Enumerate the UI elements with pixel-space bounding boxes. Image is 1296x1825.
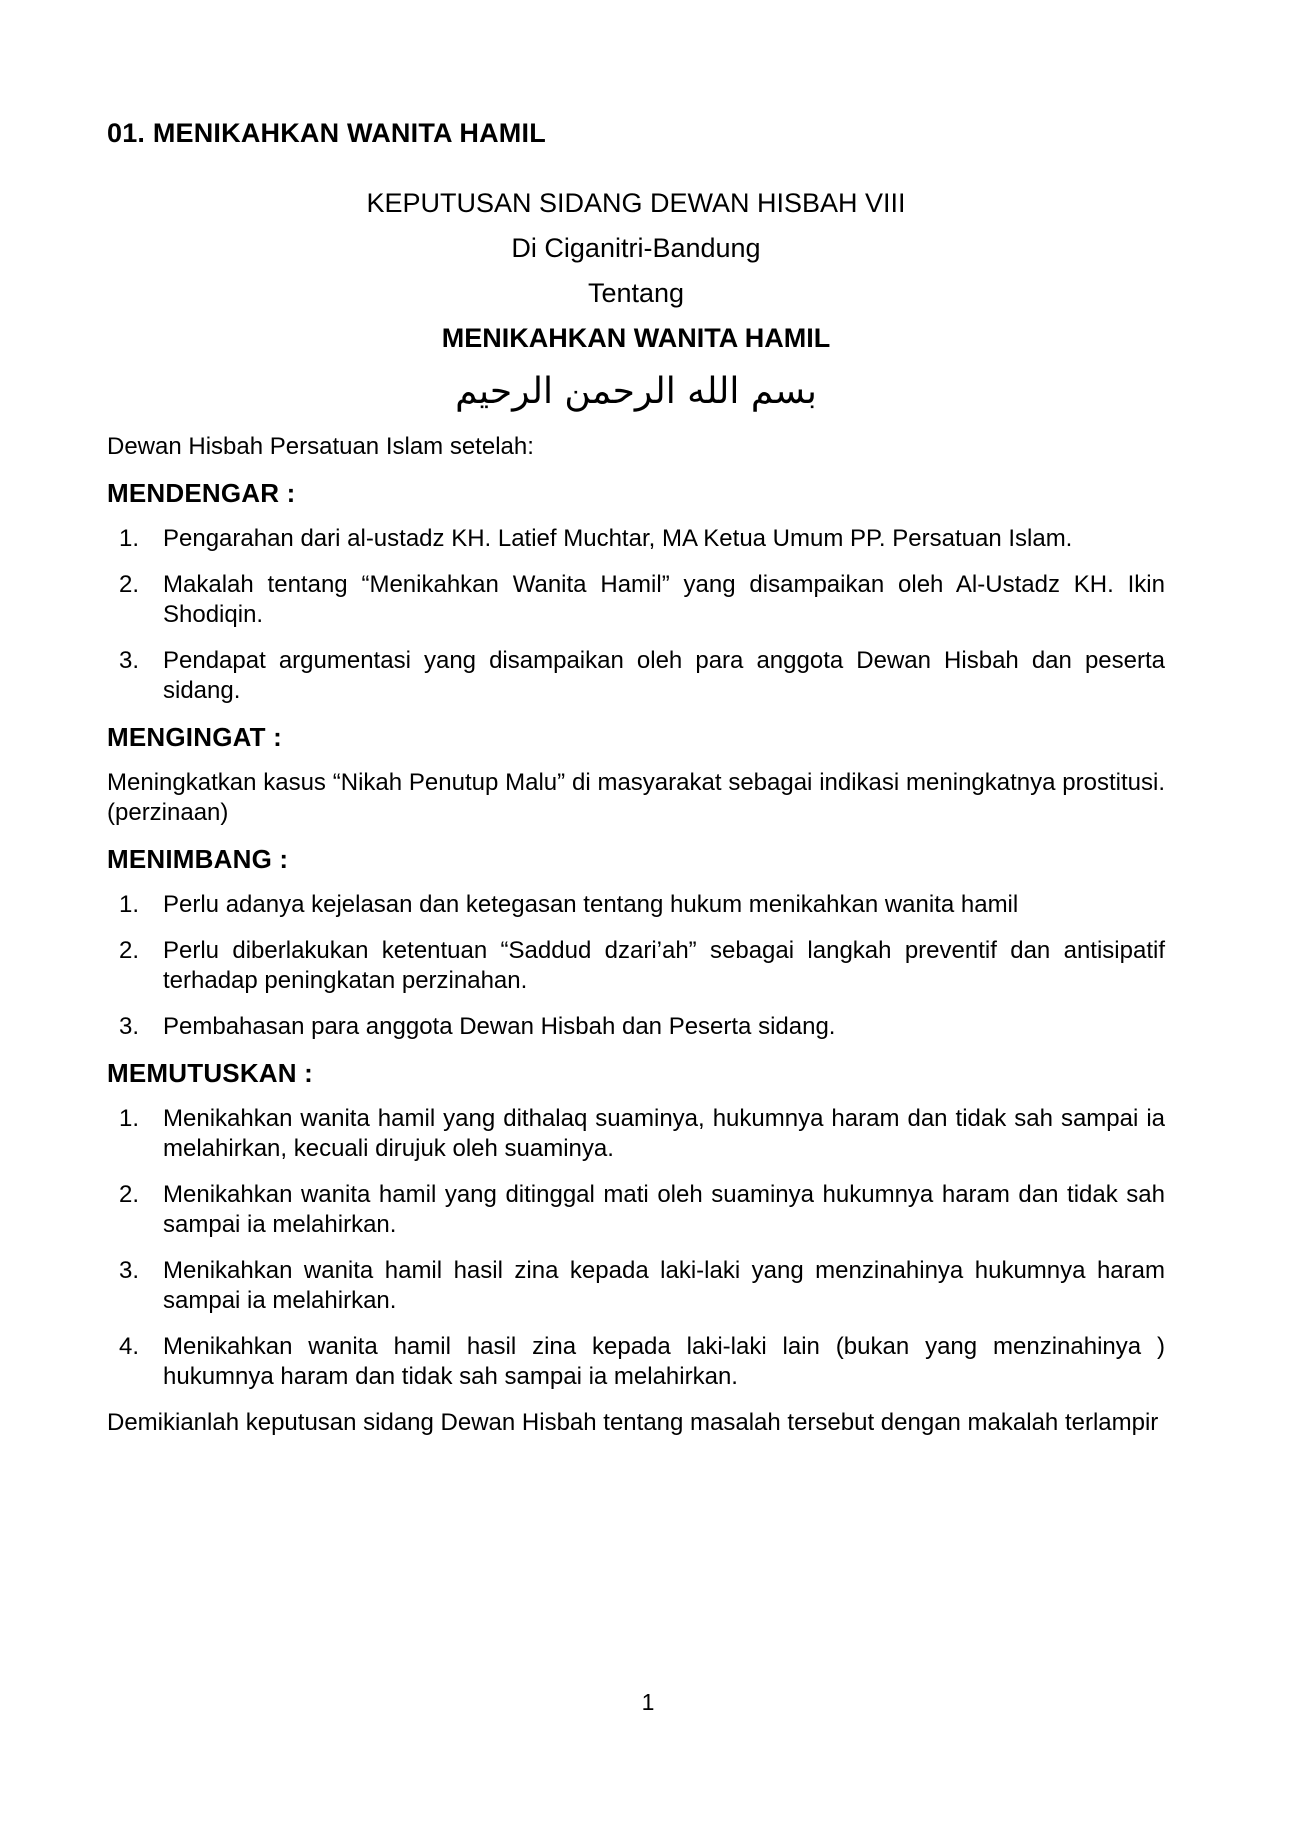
list-item-text: Menikahkan wanita hamil hasil zina kepada laki-laki yang menzinahinya hukumnya haram sampai ia melahirkan. [163, 1257, 1165, 1314]
list-item [107, 646, 1165, 706]
section-heading-menimbang: MENIMBANG : [107, 844, 289, 874]
list-item-text: Perlu diberlakukan ketentuan “Saddud dzari’ah” sebagai langkah preventif dan antisipatif terhadap peningkatan perzinahan. [163, 937, 1165, 994]
list-item [107, 570, 1165, 630]
list-item [107, 1012, 1165, 1042]
memutuskan-list [107, 1104, 1165, 1392]
heading-decision: KEPUTUSAN SIDANG DEWAN HISBAH VIII [366, 188, 906, 218]
list-item [107, 890, 1165, 920]
heading-subject: MENIKAHKAN WANITA HAMIL [441, 323, 831, 353]
doc-title: 01. MENIKAHKAN WANITA HAMIL [107, 118, 546, 148]
list-item [107, 936, 1165, 996]
list-item-text: Menikahkan wanita hamil yang ditinggal mati oleh suaminya hukumnya haram dan tidak sah sampai ia melahirkan. [163, 1181, 1165, 1238]
list-item-text: Pembahasan para anggota Dewan Hisbah dan Peserta sidang. [163, 1013, 836, 1040]
closing-paragraph: Demikianlah keputusan sidang Dewan Hisbah tentang masalah tersebut dengan makalah terlampir [107, 1409, 1159, 1436]
list-item-text: Perlu adanya kejelasan dan ketegasan tentang hukum menikahkan wanita hamil [163, 891, 1019, 918]
list-item-text: Makalah tentang “Menikahkan Wanita Hamil” yang disampaikan oleh Al-Ustadz KH. Ikin Shodiqin. [163, 571, 1165, 628]
heading-location: Di Ciganitri-Bandung [511, 233, 761, 263]
intro-line: Dewan Hisbah Persatuan Islam setelah: [107, 433, 534, 460]
list-item-text: Pendapat argumentasi yang disampaikan oleh para anggota Dewan Hisbah dan peserta sidang. [163, 647, 1165, 704]
mengingat-paragraph: Meningkatkan kasus “Nikah Penutup Malu” di masyarakat sebagai indikasi meningkatnya prostitusi.(perzinaan) [107, 769, 1165, 826]
list-item [107, 524, 1165, 554]
list-item-text: Menikahkan wanita hamil yang dithalaq suaminya, hukumnya haram dan tidak sah sampai ia melahirkan, kecuali dirujuk oleh suaminya. [163, 1105, 1165, 1162]
list-item-number: 3. [119, 1257, 140, 1284]
list-item-number: 2. [119, 1181, 140, 1208]
list-item [107, 1104, 1165, 1164]
list-item-number: 1. [119, 891, 140, 918]
list-item-number: 2. [119, 571, 140, 598]
page-content [107, 118, 1165, 1454]
list-item-text: Pengarahan dari al-ustadz KH. Latief Muchtar, MA Ketua Umum PP. Persatuan Islam. [163, 525, 1073, 552]
heading-block [107, 188, 1165, 416]
section-heading-memutuskan: MEMUTUSKAN : [107, 1058, 314, 1088]
section-heading-mendengar: MENDENGAR : [107, 478, 296, 508]
section-heading-mengingat: MENGINGAT : [107, 722, 283, 752]
menimbang-list [107, 890, 1165, 1042]
list-item-number: 4. [119, 1333, 140, 1360]
page-number: 1 [641, 1689, 655, 1715]
list-item-number: 1. [119, 525, 140, 552]
list-item-number: 1. [119, 1105, 140, 1132]
list-item-number: 3. [119, 1013, 140, 1040]
list-item [107, 1332, 1165, 1392]
list-item [107, 1256, 1165, 1316]
list-item [107, 1180, 1165, 1240]
basmala-text: بسم الله الرحمن الرحيم [455, 371, 817, 412]
list-item-number: 2. [119, 937, 140, 964]
list-item-text: Menikahkan wanita hamil hasil zina kepada laki-laki lain (bukan yang menzinahinya ) hukumnya haram dan tidak sah sampai ia melahirkan. [163, 1333, 1165, 1390]
list-item-number: 3. [119, 647, 140, 674]
mendengar-list [107, 524, 1165, 706]
heading-tentang: Tentang [587, 278, 685, 308]
